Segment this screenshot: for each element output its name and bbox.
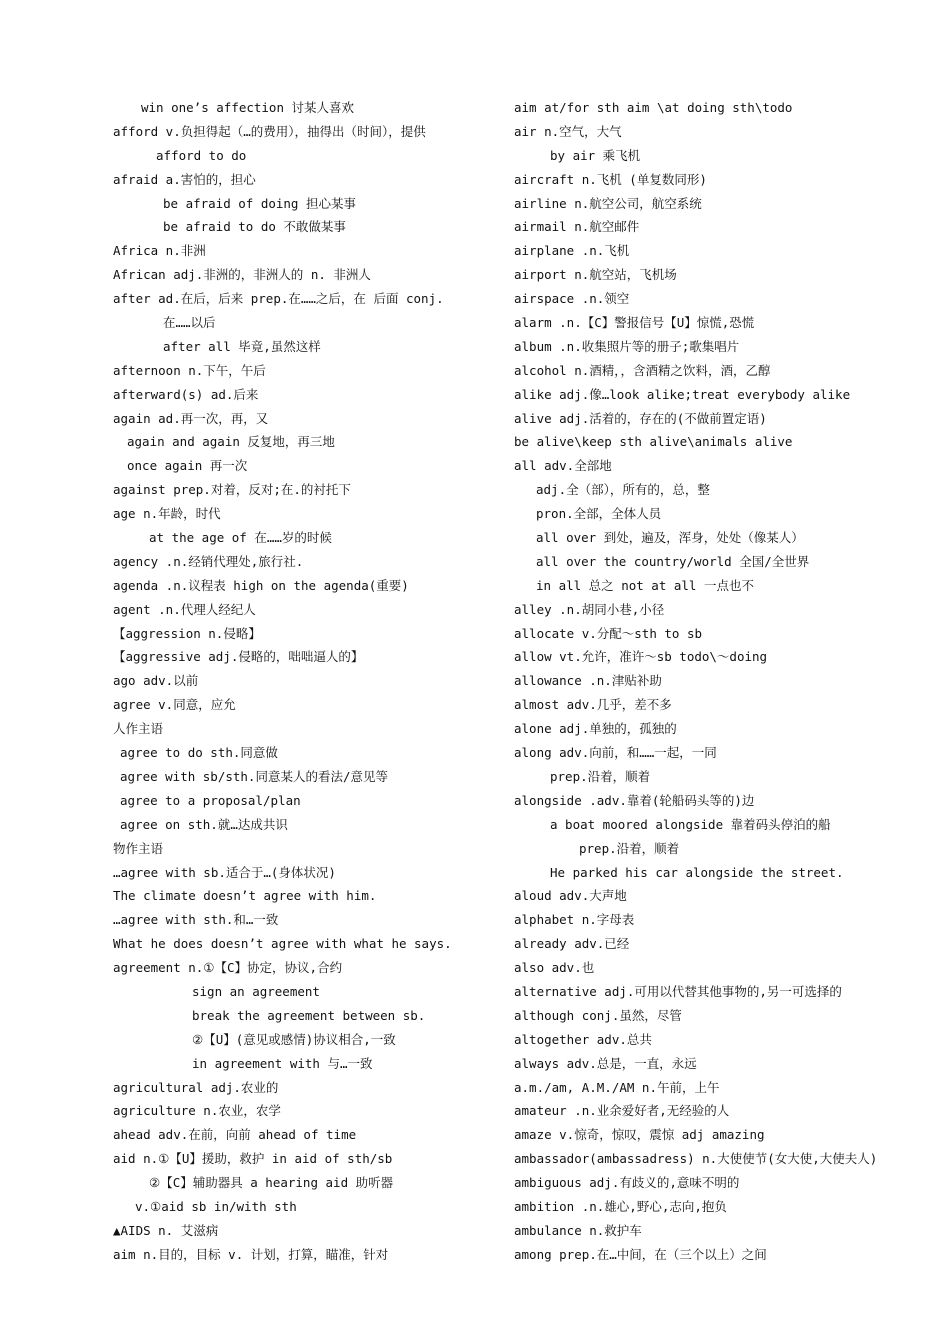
entry-line: afford v.负担得起（…的费用），抽得出（时间），提供 bbox=[113, 123, 426, 139]
entry-line: aid n.①【U】援助，救护 in aid of sth/sb bbox=[113, 1151, 393, 1167]
entry-line: a boat moored alongside 靠着码头停泊的船 bbox=[550, 816, 831, 832]
entry-line: 物作主语 bbox=[113, 840, 164, 856]
entry-line: agree to a proposal/plan bbox=[120, 792, 301, 808]
entry-line: alongside .adv.靠着(轮船码头等的)边 bbox=[514, 792, 755, 808]
entry-line: aircraft n.飞机 (单复数同形) bbox=[514, 171, 707, 187]
entry-line: agree on sth.就…达成共识 bbox=[120, 816, 288, 832]
entry-line: win one’s affection 讨某人喜欢 bbox=[141, 100, 355, 115]
entry-line: amateur .n.业余爱好者,无经验的人 bbox=[514, 1103, 730, 1119]
entry-line: alcohol n.酒精，，含酒精之饮料，酒，乙醇 bbox=[514, 362, 771, 378]
entry-line: again ad.再一次，再，又 bbox=[113, 410, 269, 426]
entry-line: ▲AIDS n. 艾滋病 bbox=[113, 1222, 219, 1238]
entry-line: agree with sb/sth.同意某人的看法/意见等 bbox=[120, 768, 388, 784]
entry-line: air n.空气，大气 bbox=[514, 123, 622, 139]
entry-line: Africa n.非洲 bbox=[113, 243, 206, 259]
entry-line: ②【C】辅助器具 a hearing aid 助听器 bbox=[149, 1175, 394, 1191]
entry-line: allow vt.允许，准许～sb todo\～doing bbox=[514, 649, 768, 665]
entry-line: adj.全（部），所有的，总，整 bbox=[536, 482, 710, 498]
entry-line: although conj.虽然，尽管 bbox=[514, 1007, 682, 1023]
entry-line: ambassador(ambassadress) n.大使使节(女大使,大使夫人) bbox=[514, 1151, 878, 1167]
entry-line: age n.年龄，时代 bbox=[113, 506, 221, 522]
entry-line: a.m./am, A.M./AM n.午前，上午 bbox=[514, 1079, 720, 1095]
left-column bbox=[113, 96, 493, 1267]
entry-line: 【aggression n.侵略】 bbox=[113, 625, 261, 641]
entry-line: agreement n.①【C】协定，协议,合约 bbox=[113, 960, 343, 976]
entry-line: aim at/for sth aim \at doing sth\todo bbox=[514, 100, 793, 115]
entry-line: airport n.航空站，飞机场 bbox=[514, 267, 677, 283]
entry-line: agree to do sth.同意做 bbox=[120, 745, 278, 761]
entry-line: ambiguous adj.有歧义的,意味不明的 bbox=[514, 1175, 740, 1191]
entry-line: alley .n.胡同小巷,小径 bbox=[514, 601, 665, 617]
entry-line: ago adv.以前 bbox=[113, 673, 199, 689]
entry-line: among prep.在…中间，在（三个以上）之间 bbox=[514, 1246, 767, 1262]
entry-line: aloud adv.大声地 bbox=[514, 888, 627, 904]
entry-line: in agreement with 与…一致 bbox=[192, 1055, 373, 1071]
entry-line: v.①aid sb in/with sth bbox=[135, 1198, 297, 1214]
entry-line: already adv.已经 bbox=[514, 936, 630, 952]
entry-line: altogether adv.总共 bbox=[514, 1031, 652, 1047]
entry-line: almost adv.几乎，差不多 bbox=[514, 697, 672, 713]
entry-line: …agree with sb.适合于…(身体状况) bbox=[113, 864, 336, 880]
entry-line: alphabet n.字母表 bbox=[514, 912, 635, 928]
entry-line: by air 乘飞机 bbox=[550, 147, 641, 163]
entry-line: always adv.总是，一直，永远 bbox=[514, 1055, 697, 1071]
entry-line: agenda .n.议程表 high on the agenda(重要) bbox=[113, 577, 409, 593]
entry-line: afternoon n.下午，午后 bbox=[113, 362, 266, 378]
entry-line: all over 到处，遍及，浑身，处处（像某人） bbox=[536, 530, 804, 546]
entry-line: agree v.同意，应允 bbox=[113, 697, 236, 713]
entry-line: airline n.航空公司，航空系统 bbox=[514, 195, 702, 211]
entry-line: aim n.目的，目标 v. 计划，打算，瞄准，针对 bbox=[113, 1246, 389, 1262]
entry-line: after all 毕竟,虽然这样 bbox=[163, 338, 321, 354]
entry-line: African adj.非洲的，非洲人的 n. 非洲人 bbox=[113, 267, 371, 283]
entry-line: ambulance n.救护车 bbox=[514, 1222, 642, 1238]
entry-line: be alive\keep sth alive\animals alive bbox=[514, 434, 793, 450]
entry-line: afford to do bbox=[156, 147, 247, 163]
entry-line: ahead adv.在前，向前 ahead of time bbox=[113, 1127, 357, 1143]
entry-line: be afraid to do 不敢做某事 bbox=[163, 219, 346, 235]
entry-line: at the age of 在……岁的时候 bbox=[149, 530, 332, 546]
entry-line: sign an agreement bbox=[192, 983, 320, 999]
entry-line: alone adj.单独的，孤独的 bbox=[514, 721, 677, 737]
entry-line: allocate v.分配～sth to sb bbox=[514, 625, 703, 641]
entry-line: pron.全部，全体人员 bbox=[536, 506, 662, 522]
entry-line: alarm .n.【C】警报信号【U】惊慌,恐慌 bbox=[514, 315, 755, 331]
entry-line: agricultural adj.农业的 bbox=[113, 1079, 279, 1095]
entry-line: …agree with sth.和…一致 bbox=[113, 912, 279, 928]
entry-line: amaze v.惊奇，惊叹，震惊 adj amazing bbox=[514, 1127, 765, 1143]
entry-line: agency .n.经销代理处,旅行社. bbox=[113, 553, 304, 569]
entry-line: allowance .n.津贴补助 bbox=[514, 673, 662, 689]
entry-line: be afraid of doing 担心某事 bbox=[163, 195, 356, 211]
entry-line: ②【U】(意见或感情)协议相合,一致 bbox=[192, 1031, 396, 1047]
entry-line: What he does doesn’t agree with what he says. bbox=[113, 936, 452, 952]
entry-line: along adv.向前，和……一起，一同 bbox=[514, 745, 717, 761]
entry-line: airspace .n.领空 bbox=[514, 291, 630, 307]
entry-line: all adv.全部地 bbox=[514, 458, 612, 474]
entry-line: album .n.收集照片等的册子;歌集唱片 bbox=[514, 338, 740, 354]
entry-line: break the agreement between sb. bbox=[192, 1007, 426, 1023]
entry-line: after ad.在后，后来 prep.在……之后，在 后面 conj. bbox=[113, 291, 444, 307]
entry-line: prep.沿着，顺着 bbox=[550, 768, 651, 784]
entry-line: once again 再一次 bbox=[127, 458, 248, 474]
entry-line: prep.沿着，顺着 bbox=[579, 840, 680, 856]
entry-line: alive adj.活着的，存在的(不做前置定语) bbox=[514, 410, 767, 426]
entry-line: all over the country/world 全国/全世界 bbox=[536, 553, 810, 569]
entry-line: alternative adj.可用以代替其他事物的,另一可选择的 bbox=[514, 983, 842, 999]
right-column bbox=[514, 96, 914, 1267]
entry-line: in all 总之 not at all 一点也不 bbox=[536, 577, 754, 593]
entry-line: alike adj.像…look alike;treat everybody alike bbox=[514, 386, 851, 402]
entry-line: against prep.对着，反对;在.的衬托下 bbox=[113, 482, 351, 498]
entry-line: 在……以后 bbox=[163, 315, 216, 331]
entry-line: afterward(s) ad.后来 bbox=[113, 386, 259, 402]
entry-line: afraid a.害怕的，担心 bbox=[113, 171, 256, 187]
entry-line: airmail n.航空邮件 bbox=[514, 219, 640, 235]
entry-line: also adv.也 bbox=[514, 960, 595, 976]
entry-line: The climate doesn’t agree with him. bbox=[113, 888, 377, 904]
entry-line: ambition .n.雄心,野心,志向,抱负 bbox=[514, 1198, 727, 1214]
entry-line: agent .n.代理人经纪人 bbox=[113, 601, 256, 617]
entry-line: 【aggressive adj.侵略的，咄咄逼人的】 bbox=[113, 649, 364, 665]
entry-line: He parked his car alongside the street. bbox=[550, 864, 844, 880]
entry-line: agriculture n.农业，农学 bbox=[113, 1103, 281, 1119]
entry-line: airplane .n.飞机 bbox=[514, 243, 630, 259]
entry-line: 人作主语 bbox=[113, 721, 164, 737]
entry-line: again and again 反复地，再三地 bbox=[127, 434, 335, 450]
